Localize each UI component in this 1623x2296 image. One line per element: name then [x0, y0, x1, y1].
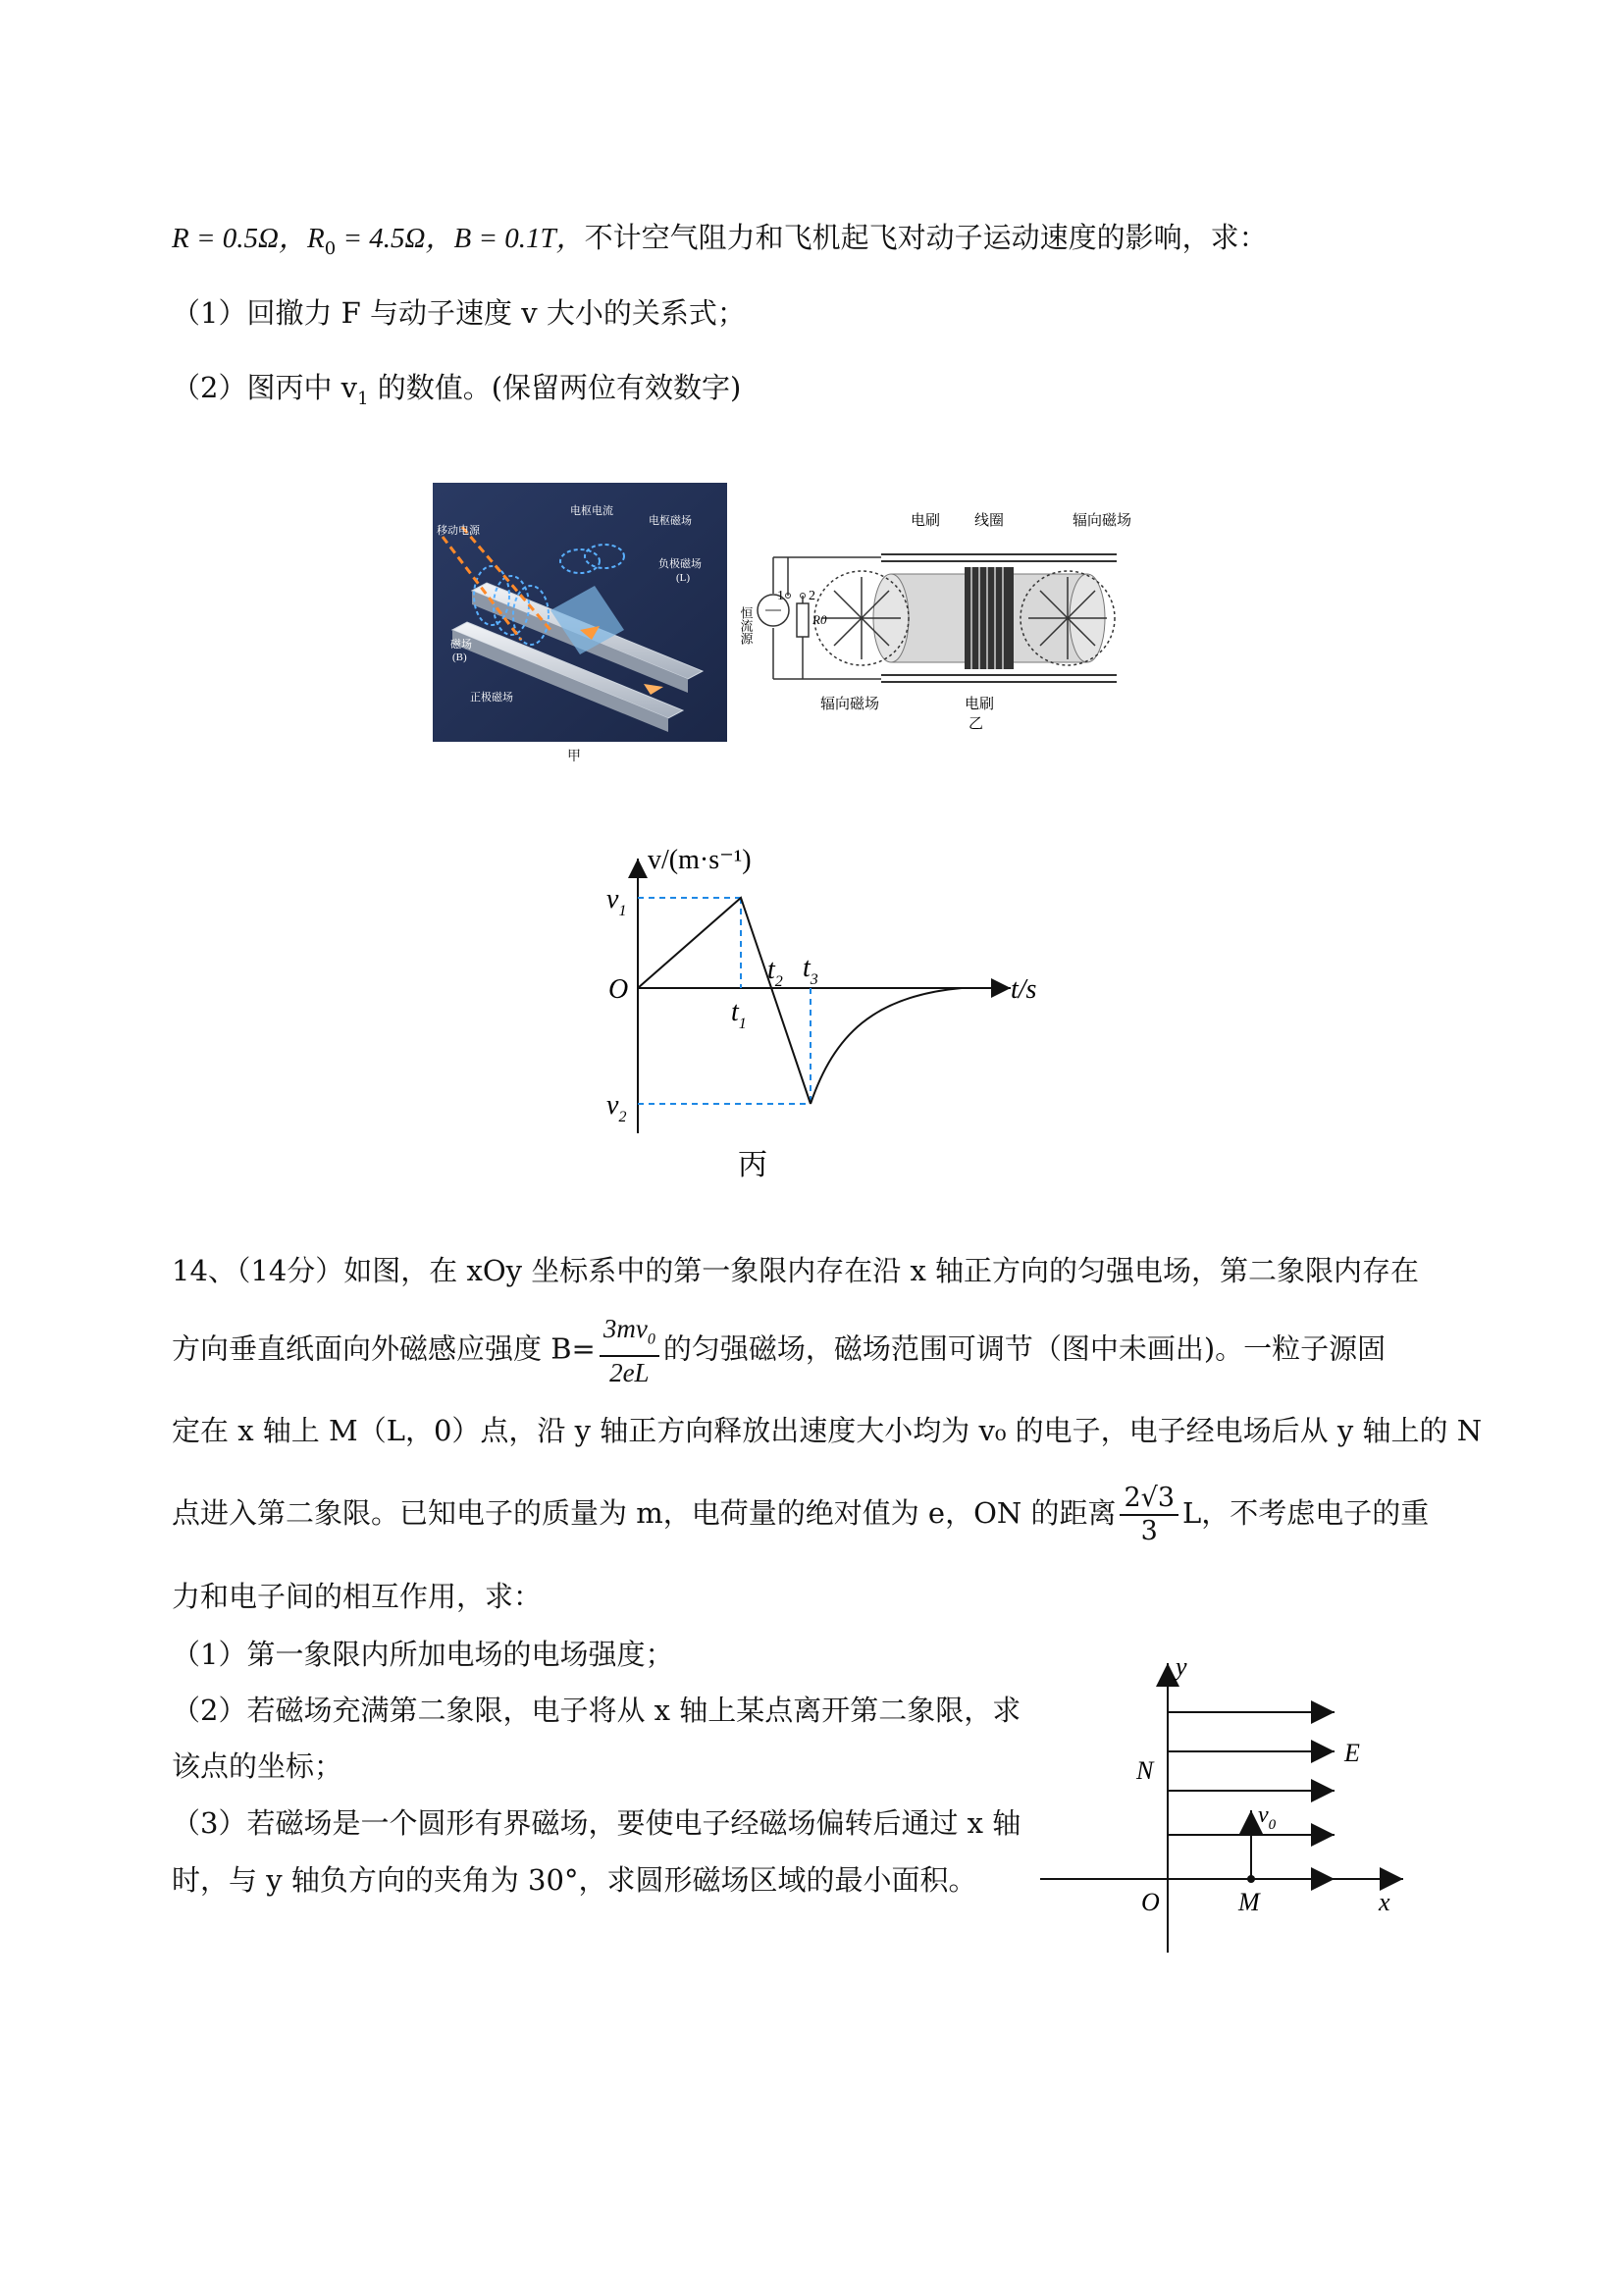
q13-part2-suffix: 的数值。(保留两位有效数字): [368, 371, 742, 404]
figure-yi-diagram: [738, 500, 1166, 746]
jia-neg-field-label: 负极磁场: [658, 558, 702, 570]
q14-line2: [172, 1313, 1386, 1388]
bing-x-label: t/s: [1011, 974, 1037, 1005]
yi-source-label: 恒流源: [738, 606, 754, 645]
q14-on-fraction: [1120, 1483, 1178, 1547]
yi-radial-bottom-label: 辐向磁场: [820, 697, 880, 712]
yi-brush-top-label: 电刷: [911, 513, 941, 529]
q14-x-label: x: [1379, 1888, 1390, 1916]
q13-part2-prefix: （2）图丙中 v: [172, 371, 358, 404]
bing-t1-label: $t_1$: [731, 997, 747, 1032]
q14-o-label: O: [1141, 1888, 1160, 1916]
figure-yi: [738, 500, 1166, 746]
yi-brush-bottom-label: 电刷: [965, 697, 995, 712]
q14-line2-prefix: 方向垂直纸面向外磁感应强度 B=: [172, 1331, 596, 1366]
bing-decay-curve: [811, 988, 962, 1104]
bing-t3-label: $t_3$: [803, 953, 818, 988]
q14-y-label: y: [1176, 1652, 1187, 1681]
bing-origin-label: O: [608, 974, 629, 1005]
q14-e-label: E: [1344, 1739, 1360, 1767]
jia-field-sub: (B): [452, 652, 467, 663]
yi-switch2-label: 2: [809, 589, 815, 603]
jia-neg-field-sub: (L): [676, 572, 691, 584]
q14-part2b: 该点的坐标；: [172, 1749, 343, 1783]
yi-radial-top-label: 辐向磁场: [1073, 513, 1132, 529]
q14-line4-prefix: 点进入第二象限。已知电子的质量为 m，电荷量的绝对值为 e，ON 的距离: [172, 1496, 1117, 1530]
jia-moving-power-label: 移动电源: [437, 525, 480, 537]
q14-on-den: 3: [1140, 1516, 1158, 1546]
q14-v0-label: $v_0$: [1258, 1802, 1277, 1833]
q14-b-num: 3mv: [602, 1314, 648, 1343]
q14-on-num: 2√3: [1120, 1483, 1178, 1516]
figure-jia: [433, 483, 727, 742]
bing-y-label: v/(m·s⁻¹): [648, 845, 752, 875]
q14-n-label: N: [1136, 1756, 1154, 1785]
jia-armature-field-label: 电枢磁场: [649, 515, 692, 527]
q13-part2-sub: 1: [357, 388, 369, 409]
q13-given-mid: = 4.5Ω，B = 0.1T，: [336, 223, 585, 254]
figure-jia-image: [433, 483, 727, 742]
q14-line4: [172, 1478, 1429, 1548]
q14-b-den: 2eL: [609, 1358, 650, 1388]
q13-given-line: [172, 218, 1268, 269]
figure-jia-caption: 甲: [567, 749, 581, 764]
q13-given-prefix: R = 0.5Ω，R: [172, 223, 325, 254]
q13-given-suffix: 不计空气阻力和飞机起飞对动子运动速度的影响，求：: [584, 221, 1268, 254]
q14-line1: 14、（14分）如图，在 xOy 坐标系中的第一象限内存在沿 x 轴正方向的匀强电场，第二象限内存在: [172, 1254, 1420, 1287]
figure-bing-caption: 丙: [738, 1149, 767, 1181]
q14-part2a: （2）若磁场充满第二象限，电子将从 x 轴上某点离开第二象限，求: [172, 1694, 1021, 1727]
yi-switch1-label: 1: [777, 589, 784, 603]
figure-bing-graph: [589, 839, 1079, 1192]
q14-part3a: （3）若磁场是一个圆形有界磁场，要使电子经磁场偏转后通过 x 轴: [172, 1806, 1021, 1840]
yi-r0-label: R0: [812, 612, 827, 627]
bing-v2-label: $v_2$: [606, 1090, 627, 1125]
bing-v1-label: $v_1$: [606, 884, 627, 919]
bing-t2-label: $t_2$: [767, 955, 783, 990]
q13-part2: [172, 368, 741, 419]
figure-bing: [589, 839, 1079, 1192]
q14-line4-suffix: L，不考虑电子的重: [1182, 1496, 1430, 1530]
yi-coil-label: 线圈: [974, 513, 1005, 529]
bing-velocity-curve: [638, 898, 811, 1104]
q14-point-m: [1247, 1875, 1255, 1883]
q14-line2-suffix: 的匀强磁场，磁场范围可调节（图中未画出)。一粒子源固: [662, 1331, 1387, 1366]
jia-pos-field-label: 正极磁场: [470, 692, 513, 704]
q14-part3b: 时，与 y 轴负方向的夹角为 30°，求圆形磁场区域的最小面积。: [172, 1863, 977, 1897]
q13-given-sub: 0: [324, 237, 337, 259]
q14-m-label: M: [1238, 1888, 1260, 1916]
q14-line5: 力和电子间的相互作用，求：: [172, 1580, 543, 1613]
figure-q14: [1040, 1653, 1413, 1967]
figure-yi-caption: 乙: [969, 716, 984, 732]
q14-b-fraction: [600, 1313, 659, 1388]
jia-field-label: 磁场: [450, 639, 472, 651]
jia-armature-current-label: 电枢电流: [570, 505, 613, 517]
figure-q14-diagram: [1040, 1653, 1413, 1967]
q14-b-num-sub: 0: [647, 1331, 655, 1348]
q14-line3: 定在 x 轴上 M（L，0）点，沿 y 轴正方向释放出速度大小均为 v₀ 的电子，电子经电场后从 y 轴上的 N: [172, 1414, 1483, 1447]
q13-part1: （1）回撤力 F 与动子速度 v 大小的关系式；: [172, 296, 746, 330]
q14-part1: （1）第一象限内所加电场的电场强度；: [172, 1638, 674, 1671]
